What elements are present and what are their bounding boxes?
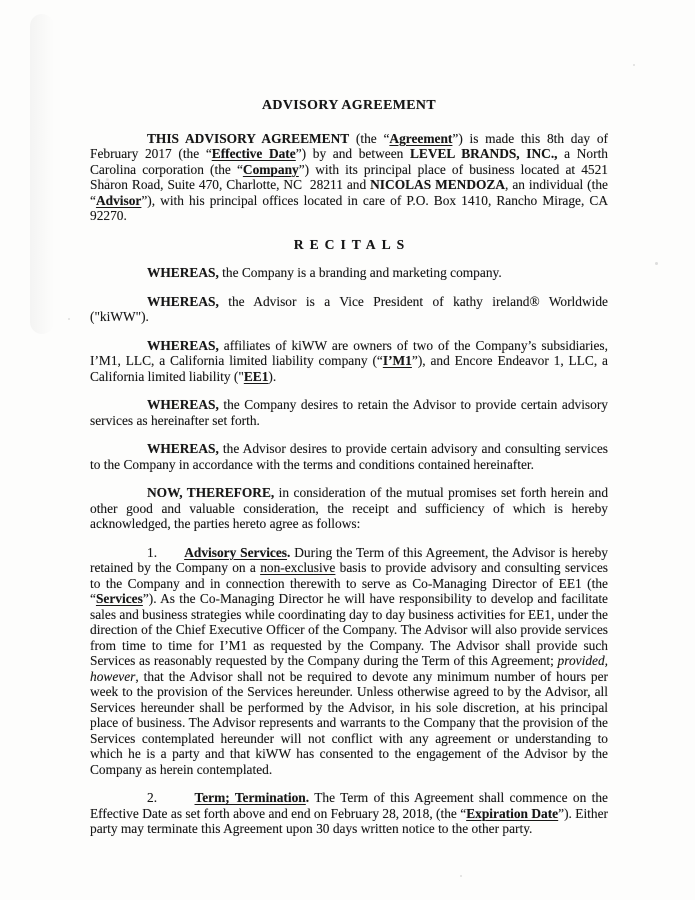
- whereas-paragraph-1: WHEREAS, the Company is a branding and marketing company.: [147, 265, 502, 280]
- document-title: ADVISORY AGREEMENT: [261, 98, 437, 113]
- now-therefore-paragraph: NOW, THEREFORE, in consideration of the mutual promises set forth herein and other good and valuable consideration, the receipt and sufficiency of which is hereby acknowledged, the parties hereto agree as follows:: [90, 485, 609, 531]
- whereas-paragraph-3: WHEREAS, affiliates of kiWW are owners of two of the Company’s subsidiaries, I’M1, LLC, a California limited liability company (“I’M1”), and Encore Endeavor 1, LLC, a California limited liability ("EE1).: [90, 337, 608, 384]
- recitals-heading: RECITALS: [293, 236, 411, 252]
- scan-speck: [68, 318, 70, 320]
- opening-paragraph: THIS ADVISORY AGREEMENT (the “Agreement”) is made this 8th day of February 2017 (the “Effective Date”) by and between LEVEL BRANDS, INC., a North Carolina corporation (the “Company”) with its principal place of business located at 4521 Sharon Road, Suite 470, Charlotte, NC 28211 and NICOLAS MENDOZA, an individual (the “Advisor”), with his principal offices located in care of P.O. Box 1410, Rancho Mirage, CA 92270.: [90, 130, 608, 223]
- whereas-paragraph-4: WHEREAS, the Company desires to retain the Advisor to provide certain advisory services as hereinafter set forth.: [90, 397, 608, 428]
- whereas-paragraph-5: WHEREAS, the Advisor desires to provide certain advisory and consulting services to the Company in accordance with the terms and conditions contained hereinafter.: [90, 441, 608, 472]
- section-1-advisory-services: 1. Advisory Services. During the Term of this Agreement, the Advisor is hereby retained by the Company on a non-exclusive basis to provide advisory and consulting services to the Company and in connection therewith to serve as Co-Managing Director of EE1 (the “Services”). As the Co-Managing Director he will have responsibility to develop and facilitate sales and business strategies while coordinating day to day business activities for EE1, under the direction of the Chief Executive Officer of the Company. The Advisor will also provide services from time to time for I’M1 as requested by the Company. The Advisor shall provide such Services as reasonably requested by the Company during the Term of this Agreement; provided, however, that the Advisor shall not be required to devote any minimum number of hours per week to the provision of the Services hereunder. Unless otherwise agreed to by the Advisor, all Services hereunder shall be performed by the Advisor, in his sole discretion, at his principal place of business. The Advisor represents and warrants to the Company that the provision of the Services contemplated hereunder will not conflict with any agreement or understanding to which he is a party and that kiWW has consented to the engagement of the Advisor by the Company as herein contemplated.: [90, 544, 608, 777]
- section-2-term-termination: 2. Term; Termination. The Term of this Agreement shall commence on the Effective Date as set forth above and end on February 28, 2018, (the “Expiration Date”). Either party may terminate this Agreement upon 30 days written notice to the other party.: [90, 790, 608, 836]
- scan-speck: [460, 875, 462, 877]
- scan-edge-artifact: [30, 14, 54, 334]
- scan-speck: [655, 262, 658, 265]
- whereas-paragraph-2: WHEREAS, the Advisor is a Vice President of kathy ireland® Worldwide ("kiWW").: [90, 293, 608, 324]
- scan-speck: [633, 64, 635, 66]
